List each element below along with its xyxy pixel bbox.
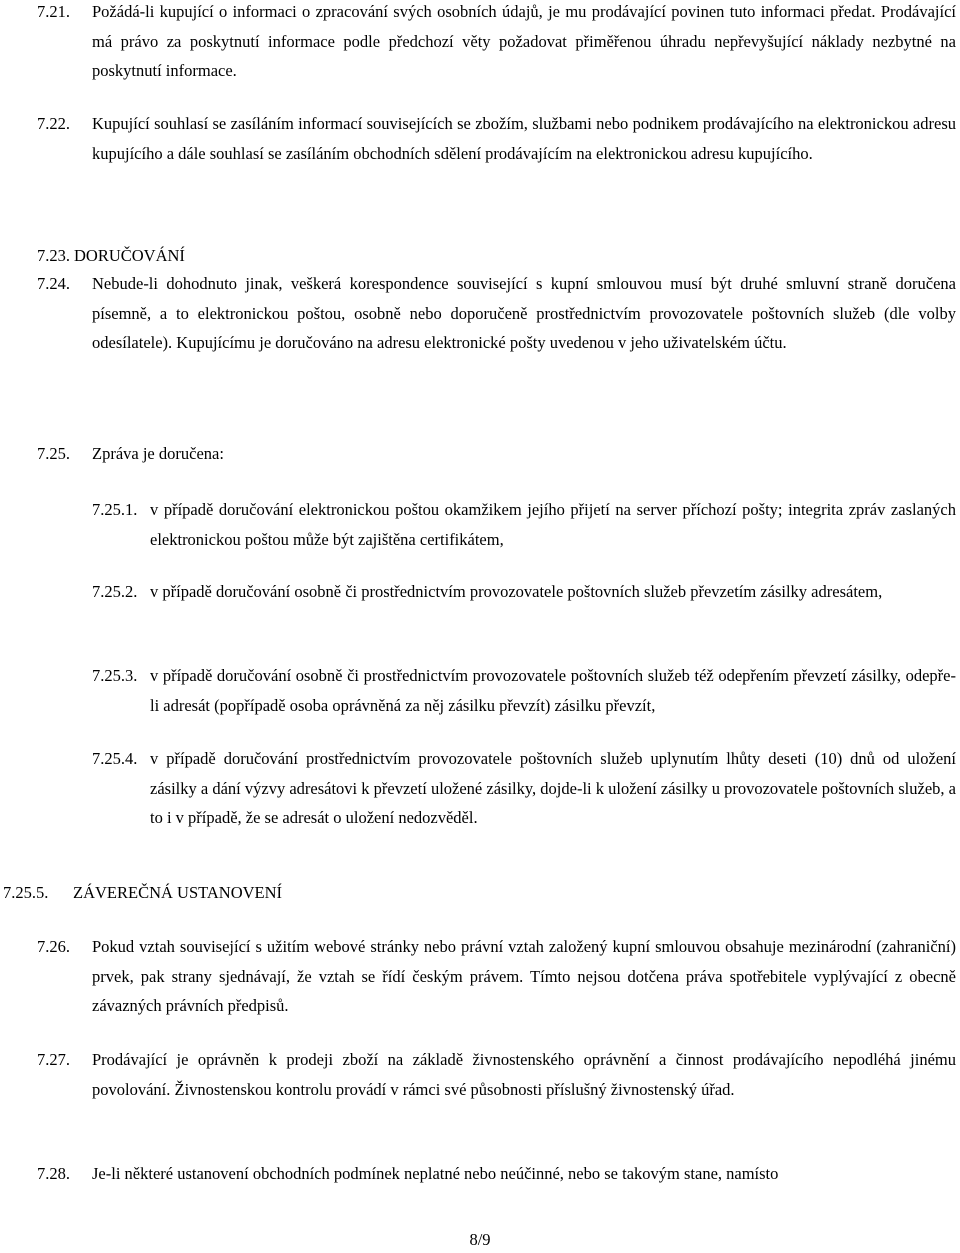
section-7-28 [37,1159,956,1189]
section-number: 7.26. [37,937,70,956]
section-number: 7.25.2. [92,582,138,601]
section-7-25 [37,439,956,469]
section-7-24 [37,269,956,358]
section-number: 7.25. [37,444,70,463]
section-7-25-2 [92,577,956,607]
section-title: DORUČOVÁNÍ [74,246,185,265]
section-7-22 [37,109,956,168]
section-text: v případě doručování osobně či prostřednictvím provozovatele poštovních služeb převzetím zásilky adresátem, [150,582,883,601]
section-number: 7.23. [37,246,70,265]
section-text: Pokud vztah související s užitím webové stránky nebo právní vztah založený kupní smlouvou obsahuje mezinárodní (zahraniční) prvek, pak strany sjednávají, že vztah se řídí českým právem. Tímto nejsou dotčena práva spotřebitele vyplývající z obecně závazných právních předpisů. [92,937,956,1016]
section-title: ZÁVEREČNÁ USTANOVENÍ [73,883,283,902]
section-text: v případě doručování elektronickou poštou okamžikem jejího přijetí na server příchozí pošty; integrita zpráv zaslaných elektronickou poštou může být zajištěna certifikátem, [150,500,956,549]
section-7-25-1 [92,495,956,554]
section-text: Zpráva je doručena: [92,444,224,463]
section-number: 7.25.4. [92,749,138,768]
section-number: 7.25.3. [92,666,138,685]
section-7-23-heading [37,241,185,271]
section-text: Prodávající je oprávněn k prodeji zboží na základě živnostenského oprávnění a činnost prodávajícího nepodléhá jinému povolování. Živnostenskou kontrolu provádí v rámci své působnosti příslušný živnostenský úřad. [92,1050,956,1099]
section-text: v případě doručování osobně či prostřednictvím provozovatele poštovních služeb též odepřením převzetí zásilky, odepře-li adresát (popřípadě osoba oprávněná za něj zásilku převzít) zásilku převzít, [150,666,956,715]
section-number: 7.22. [37,114,70,133]
section-number: 7.25.1. [92,500,138,519]
page-number: 8/9 [469,1230,491,1249]
section-number: 7.25.5. [3,883,49,902]
section-text: Nebude-li dohodnuto jinak, veškerá korespondence související s kupní smlouvou musí být druhé smluvní straně doručena písemně, a to elektronickou poštou, osobně nebo doporučeně prostřednictvím provozovatele poštovních služeb (dle volby odesílatele). Kupujícímu je doručováno na adresu elektronické pošty uvedenou v jeho uživatelském účtu. [92,274,956,353]
section-7-25-3 [92,661,956,720]
section-number: 7.24. [37,274,70,293]
section-text: v případě doručování prostřednictvím provozovatele poštovních služeb uplynutím lhůty deseti (10) dnů od uložení zásilky a dání výzvy adresátovi k převzetí uložené zásilky, dojde-li k uložení zásilky u provozovatele poštovních služeb, a to i v případě, že se adresát o uložení nedozvěděl. [150,749,956,828]
section-text: Požádá-li kupující o informaci o zpracování svých osobních údajů, je mu prodávající povinen tuto informaci předat. Prodávající má právo za poskytnutí informace podle předchozí věty požadovat přiměřenou úhradu nepřevyšující náklady nezbytné na poskytnutí informace. [92,2,956,81]
section-7-21 [37,0,956,86]
section-number: 7.28. [37,1164,70,1183]
section-7-27 [37,1045,956,1104]
section-number: 7.21. [37,2,70,21]
section-text: Je-li některé ustanovení obchodních podmínek neplatné nebo neúčinné, nebo se takovým stane, namísto [92,1164,779,1183]
section-7-25-4 [92,744,956,833]
section-7-26 [37,932,956,1021]
section-7-25-5-heading [3,878,283,908]
section-text: Kupující souhlasí se zasíláním informací souvisejících se zbožím, službami nebo podnikem prodávajícího na elektronickou adresu kupujícího a dále souhlasí se zasíláním obchodních sdělení prodávajícím na elektronickou adresu kupujícího. [92,114,956,163]
section-number: 7.27. [37,1050,70,1069]
